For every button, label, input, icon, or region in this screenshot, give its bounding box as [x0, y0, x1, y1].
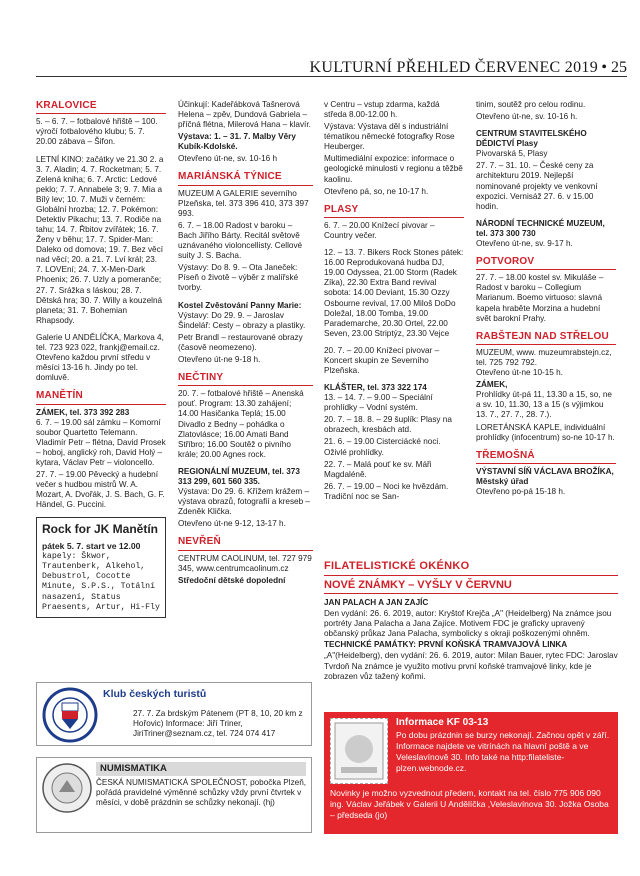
- kralovice-gallery: Galerie U ANDĚLÍČKA, Markova 4, tel. 723 923 022, frankj@email.cz.: [36, 332, 164, 352]
- centre-hours: Otevřeno pá, so, ne 10-17 h.: [324, 186, 429, 196]
- column-2: [178, 100, 313, 593]
- column-1: [36, 100, 166, 618]
- technical-museum: NÁRODNÍ TECHNICKÉ MUZEUM, tel. 373 300 730: [476, 218, 605, 238]
- tremosna-hours: Otevřeno po-pá 15-18 h.: [476, 487, 566, 497]
- philately-subheading: NOVÉ ZNÁMKY – VYŠLY V ČERVNU: [324, 579, 618, 595]
- stamp-desc-palach: Den vydání: 26. 6. 2019, autor: Kryštof Krejča „A" (Heidelberg) Na známce jsou portréty Jana Palacha a Jana Zajíce. Motivem FDC je graficky upravený občanský průkaz Jana Palacha, symbolicky s okraji poškozenými ohněm.: [324, 609, 612, 639]
- architecture-prize: 27. 7. – 31. 10. – České ceny za architekturu 2019. Nejlepší nominované projekty ve venkovní expozici. Vernisáž 27. 6. v 15.00 hodin.: [476, 161, 598, 211]
- column-4: [476, 100, 616, 504]
- opening-hours: Otevřeno út-ne, sv. 10-16 h: [178, 154, 278, 164]
- page-number: • 25: [601, 59, 627, 76]
- rock-box: [36, 517, 166, 618]
- technical-museum-hours: Otevřeno út-ne, sv. 9-17 h.: [476, 238, 573, 248]
- plasy-drawer: 20. 7. – 18. 8. – 29 šuplík: Plasy na obrazech, kresbách atd.: [324, 415, 452, 435]
- section-heading-kralovice: KRALOVICE: [36, 100, 166, 114]
- nevren-centre: CENTRUM CAOLINUM, tel. 727 979 345, www.centrumcaolinum.cz: [178, 553, 312, 573]
- rabstejn-chateau-tours: Prohlídky út-pá 11, 13.30 a 15, so, ne a sv. 10, 11.30, 13 a 15 (s výjimkou 13. 7., 27. 7., 28. 7.).: [476, 390, 612, 420]
- kf-title: Informace KF 03-13: [396, 717, 489, 728]
- philately-section: [324, 560, 618, 683]
- section-heading-plasy: PLASY: [324, 204, 464, 218]
- marianska-brandl: Petr Brandl – restaurované obrazy (časově neomezeno).: [178, 332, 303, 352]
- rabstejn-chateau: ZÁMEK,: [476, 380, 508, 390]
- kf-stamp-image: [330, 718, 388, 784]
- nectiny-hours: Otevřeno út-ne 9-12, 13-17 h.: [178, 519, 286, 529]
- centre-entry: v Centru – vstup zdarma, každá středa 8.00-12.00 h.: [324, 100, 440, 120]
- stamp-title-tram: TECHNICKÉ PAMÁTKY: PRVNÍ KOŇSKÁ TRAMVAJOVÁ LINKA: [324, 640, 568, 650]
- section-heading-rabstejn: RABŠTEJN NAD STŘELOU: [476, 331, 616, 345]
- club-body: 27. 7. Za brdským Pátenem (PT 8, 10, 20 km z Hořovic) Informace: Jiří Triner, JiriTriner@seznam.cz, tel. 724 074 417: [133, 709, 303, 739]
- plasy-tours: 13. – 14. 7. – 9.00 – Speciální prohlídky – Vodní systém.: [324, 393, 433, 413]
- marianska-museum: MUZEUM A GALERIE severního Plzeňska, tel. 373 396 410, 373 397 993.: [178, 188, 309, 218]
- rabstejn-museum: MUZEUM, www. muzeumrabstejn.cz, tel. 725 792 792.: [476, 348, 612, 368]
- exhibition-kubik: Výstava: 1. – 31. 7. Malby Věry Kubík-Kdolské.: [178, 132, 296, 152]
- tremosna-hall: VÝSTAVNÍ SÍŇ VÁCLAVA BROŽÍKA, Městský úřad: [476, 467, 614, 487]
- stamp-title-palach: JAN PALACH A JAN ZAJÍC: [324, 598, 429, 608]
- section-heading-marianska: MARIÁNSKÁ TÝNICE: [178, 171, 313, 185]
- kct-logo-icon: [42, 687, 98, 743]
- plasy-pilgrimage: 22. 7. – Malá pouť ke sv. Máři Magdaléně.: [324, 459, 432, 479]
- marianska-hours: Otevřeno út-ne 9-18 h.: [178, 354, 261, 364]
- header-rule: [36, 76, 627, 77]
- section-heading-tremosna: TŘEMOŠNÁ: [476, 450, 616, 464]
- stamp-desc-tram: „A"(Heidelberg), den vydání: 26. 6. 2019, autor: Milan Bauer, rytec FDC: Jaroslav Tvrdoň Na známce je využito motivu první koňské tramvajové linky, kde je zobrazen vůz tažený koňmi.: [324, 651, 618, 681]
- building-heritage-centre: CENTRUM STAVITELSKÉHO DĚDICTVÍ Plasy: [476, 129, 587, 149]
- plasy-stars: 26. 7. – 19.00 – Noci ke hvězdám. Tradiční noc se San-: [324, 481, 449, 501]
- section-heading-nevren: NEVŘEŇ: [178, 536, 313, 550]
- numismatics-heading: NUMISMATIKA: [96, 762, 306, 776]
- philately-heading: FILATELISTICKÉ OKÉNKO: [324, 560, 618, 576]
- manetin-concert-2: 27. 7. – 19.00 Pěvecký a hudební večer s hudbou mistrů W. A. Mozart, A. Dvořák, J. S. Bach, G. F. Händel, G. Puccini.: [36, 470, 165, 510]
- kf-body-2: Novinky je možno vyzvednout předem, kontakt na tel. číslo 775 906 090 ing. Václav Jeřábek v Galerii U Andělíčka ,Veleslavínova 30. Jožka Osoba – předseda (jo): [330, 788, 609, 821]
- performers: Účinkují: Kadeřábková Tašnerová Helena – zpěv, Dundová Gabriela – příčná flétna, Milerová Hana – klavír.: [178, 100, 311, 130]
- centre-exhibition: Výstava: Výstava děl s industriální tématikou německé fotografky Rose Heuberger.: [324, 122, 455, 152]
- manetin-chateau: ZÁMEK, tel. 373 392 283: [36, 407, 130, 417]
- nectiny-pilgrimage: 20. 7. – fotbalové hřiště – Anenská pouť. Program: 13.30 zahájení; 14.00 Hasičanka Teplá; 15.00 Divadlo z Bedny – pohádka o Zlatovlásce; 16.00 Amati Band Stříbro; 16.00 Soutěž o pivního krále; 20.00 Agnes rock.: [178, 389, 304, 459]
- numismatics-box: [36, 757, 312, 833]
- rabstejn-museum-hours: Otevřeno út-ne 10-15 h.: [476, 368, 563, 378]
- column-3: [324, 100, 464, 509]
- numismatic-society-logo-icon: [41, 762, 93, 814]
- marianska-exhibition: Výstavy: Do 8. 9. – Ota Janeček: Píseň o životě – výběr z malířské tvorby.: [178, 263, 299, 293]
- club-title: Klub českých turistů: [103, 688, 207, 700]
- section-heading-potvorov: POTVOROV: [476, 256, 616, 270]
- nectiny-exhibition: Výstava: Do 29. 6. Křížem krážem – výstava obrazů, fotografií a kreseb – Zdeněk Klička.: [178, 487, 310, 517]
- stamp-icon: [331, 719, 387, 783]
- plasy-monastery: KLÁŠTER, tel. 373 322 174: [324, 383, 427, 393]
- page-header: [0, 56, 640, 78]
- marianska-church-exhibition: Výstavy: Do 29. 9. – Jaroslav Šindelář: Cesty – obrazy a plastiky.: [178, 310, 306, 330]
- kf-body: Po dobu prázdnin se burzy nekonají. Začnou opět v září. Informace najdete ve vitrínách na hlavní poště a ve Veleslavínově 30. Info také na http:filateliste-plzen.webnode.cz.: [396, 730, 610, 774]
- building-heritage-address: Pivovarská 5, Plasy: [476, 149, 548, 159]
- nectiny-museum: REGIONÁLNÍ MUZEUM, tel. 373 313 299, 601 560 335.: [178, 466, 300, 486]
- kralovice-gallery-hours: Otevřeno každou první středu v měsíci 13-16 h. Jindy po tel. domluvě.: [36, 353, 151, 383]
- manetin-concert-1: 6. 7. – 19.00 sál zámku – Komorní soubor Quartetto Telemann. Vladimír Petr – flétna, David Prosek – hoboj, anglický roh, David Holý – kytara, Václav Petr – violoncello.: [36, 417, 166, 467]
- rock-box-title: Rock for JK Manětín: [42, 522, 159, 537]
- numismatics-body: ČESKÁ NUMISMATICKÁ SPOLEČNOST, pobočka Plzeň, pořádá pravidelné výměnné schůzky vždy první čtvrtek v měsíci, v době prázdnin se schůzky nekonají. (hj): [96, 778, 307, 808]
- club-czech-tourists-box: [36, 682, 312, 746]
- kralovice-cinema: LETNÍ KINO: začátky ve 21.30 2. a 3. 7. Aladin; 4. 7. Rocketman; 5. 7. Zelená kniha; 6. 7. Arctic: Ledové peklo; 7. 7. Annabele 3; 9. 7. Mia a Bílý lev; 10. 7. Muži v černém: Globální hrozba; 12. 7. Pokémon: Detektiv Pikachu; 13. 7. Rodiče na tahu; 14. 7. Řbitov zvířátek; 16. 7. Ženy v běhu; 17. 7. Spider-Man: Daleko od domova; 19. 7. Bez věcí nad věcí; 20. a 21. 7. Lví král; 23. 7. LOVEní; 24. 7. X-Men-Dark Phoenix; 26. 7. Uzly a pomeranče; 27. 7. Srážka s láskou; 28. 7. Dětská hra; 30. 7. Willy a kouzelná planeta; 31. 7. Bohemian Rhapsody.: [36, 154, 164, 325]
- rock-box-date: pátek 5. 7. start ve 12.00: [42, 541, 141, 552]
- kf-info-box: [324, 712, 618, 834]
- section-heading-manetin: MANĚTÍN: [36, 390, 166, 404]
- plasy-country: 6. 7. – 20.00 Knížecí pivovar – Country večer.: [324, 221, 435, 241]
- plasy-bikers: 12. – 13. 7. Bikers Rock Stones pátek: 16.00 Reprodukovaná hudba DJ, 19.00 Odyssea, 21.00 Storm (Radek Zíka), 22.30 Extra Band revival sobota: 14.00 Deviant, 15.30 Ozzy Osbourne revival, 17.00 Miloš DoDo Doležal, 18.00 Tomba, 19.00 Parademarche, 20.30 Ortel, 22.00 Seven, 23.00 Striptýz, 23.30 Vejce: [324, 248, 464, 338]
- rabstejn-chapel: LORETÁNSKÁ KAPLE, individuální prohlídky (infocentrum) so-ne 10-17 h.: [476, 422, 615, 442]
- section-heading-nectiny: NEČTINY: [178, 372, 313, 386]
- kralovice-football: 5. – 6. 7. – fotbalové hřiště – 100. výročí fotbalového klubu; 5. 7. 20.00 zábava – Šifon.: [36, 117, 158, 147]
- centre-multimedia: Multimediální expozice: informace o geologické minulosti v regionu a těžbě kaolinu.: [324, 154, 463, 184]
- col4-continued: tinim, soutěž pro celou rodinu.: [476, 100, 586, 109]
- rock-box-bands: kapely: Škwor, Trautenberk, Alkehol, Debustrol, Cocotte Minute, S.P.S., Totální nasazení, Status Praesents, Artur, Hi-Fly: [42, 551, 160, 612]
- marianska-concert: 6. 7. – 18.00 Radost v baroku – Bach Jiřího Bárty. Recitál světově uznávaného violoncellisty. Cellové suity J. S. Bacha.: [178, 221, 303, 261]
- potvorov-concert: 27. 7. – 18.00 kostel sv. Mikuláše – Radost v baroku – Collegium Marianum. Boemo virtuoso: slavná kapela hraběte Morzina a hudební svět barokní Prahy.: [476, 273, 604, 323]
- plasy-nights: 21. 6. – 19.00 Cisterciácké noci. Oživlé prohlídky.: [324, 437, 441, 457]
- nevren-kids: Středoční dětské dopolední: [178, 575, 286, 585]
- col4-hours: Otevřeno út-ne, sv. 10-16 h.: [476, 112, 578, 122]
- page-title: KULTURNÍ PŘEHLED ČERVENEC 2019: [309, 59, 598, 76]
- marianska-church: Kostel Zvěstování Panny Marie:: [178, 300, 302, 310]
- plasy-concert: 20. 7. – 20.00 Knížecí pivovar – Koncert skupin ze Severního Plzeňska.: [324, 345, 440, 376]
